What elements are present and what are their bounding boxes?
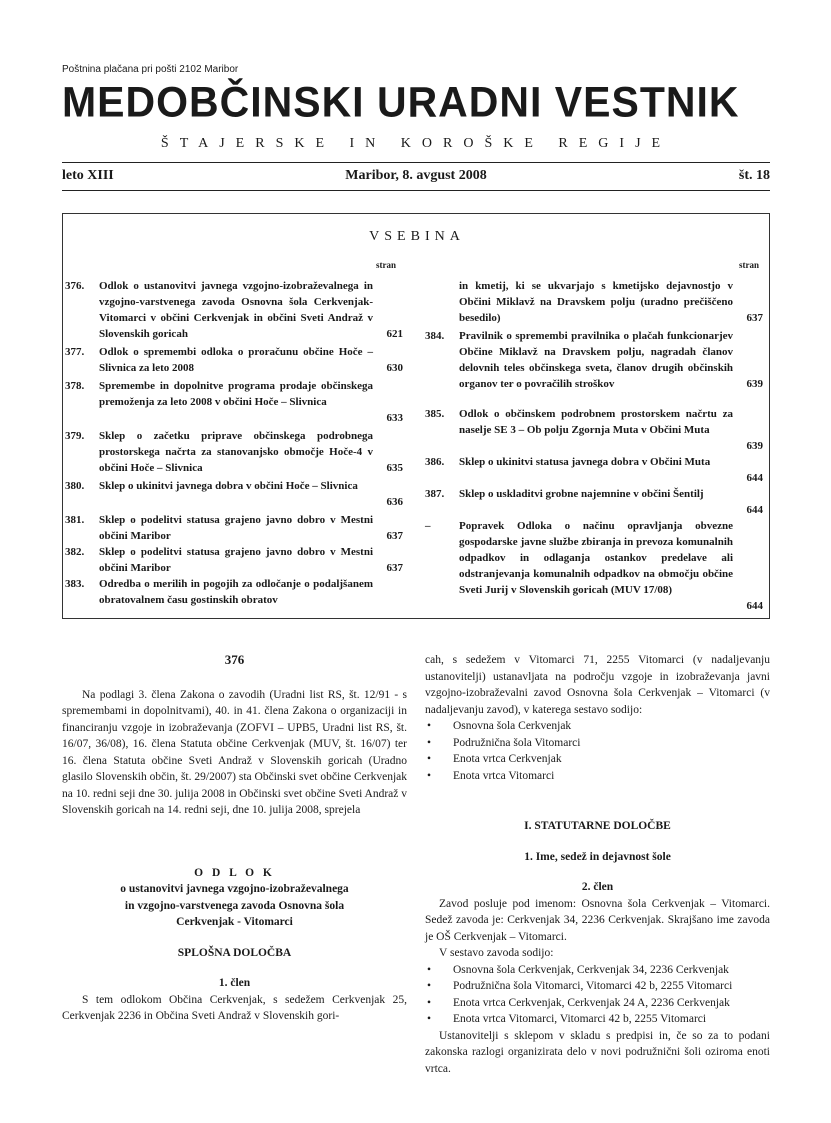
- header-rule-top: [62, 162, 770, 163]
- body-left-column: [62, 652, 407, 1025]
- toc-entry[interactable]: 382. Sklep o podelitvi statusa grajeno javno dobro v Mestni občini Maribor 637: [65, 546, 403, 574]
- list-item: • Enota vrtca Vitomarci, Vitomarci 42 b, 2255 Vitomarci: [425, 1011, 770, 1028]
- toc-entry[interactable]: 377. Odlok o spremembi odloka o proračunu občine Hoče – Slivnica za leto 2008 630: [65, 346, 403, 374]
- odlok-heading: O D L O K: [194, 866, 275, 879]
- article-intro: Na podlagi 3. člena Zakona o zavodih (Uradni list RS, št. 12/91 - s spremembami in dopolnitvami), 40. in 41. člena Zakona o organizaciji in financiranju vzgoje in izobraževanja (ZOFVI – UPB5, Uradni list RS, št. 16/07, 36/08), 16. člena Statuta občine Cerkvenjak (MUV, št. 16/07) ter 16. člena Statuta občine Sveti Andraž v Slovenskih goricah (Uradno glasilo Slovenskih občin, št. 29/2007) sta Občinski svet občine Cerkvenjak na 10. redni seji dne 30. julija 2008 in Občinski svet občine Sveti Andraž v Slovenskih goricah na 14. redni seji, dne 10. julija 2008, sprejela: [62, 688, 407, 816]
- subsection-heading: 1. Ime, sedež in dejavnost šole: [524, 850, 671, 863]
- toc-entry[interactable]: 384. Pravilnik o spremembi pravilnika o plačah funkcionarjev Občine Miklavž na Dravskem polju, nagradah članov delovnih teles občinskega sveta, članov drugih občinskih organov ter o povračilih stroškov 639: [425, 330, 763, 390]
- toc-entry[interactable]: 386. Sklep o ukinitvi statusa javnega dobra v Občini Muta 644: [425, 456, 763, 484]
- issue-number: št. 18: [738, 168, 770, 183]
- list-item: • Osnovna šola Cerkvenjak, Cerkvenjak 34, 2236 Cerkvenjak: [425, 962, 770, 979]
- list-item: • Enota vrtca Cerkvenjak, Cerkvenjak 24 A, 2236 Cerkvenjak: [425, 995, 770, 1012]
- toc-entry[interactable]: 385. Odlok o občinskem podrobnem prostorskem načrtu za naselje SE 3 – Ob polju Zgornja Muta v Občini Muta 639: [425, 408, 763, 452]
- toc-entry[interactable]: – Popravek Odloka o načinu opravljanja obvezne gospodarske javne službe zbiranja in prevoza komunalnih odpadkov in odlaganja ostankov predelave ali odstranjevanja komunalnih odpadkov na območju občine Sveti Jurij v Slovenskih goricah (MUV 17/08) 644: [425, 520, 763, 612]
- list-item: • Osnovna šola Cerkvenjak: [425, 718, 770, 735]
- list-item: • Podružnična šola Vitomarci: [425, 735, 770, 752]
- section-heading: SPLOŠNA DOLOČBA: [177, 946, 292, 959]
- odlok-title-line: Cerkvenjak - Vitomarci: [176, 916, 293, 928]
- issue-year: leto XIII: [62, 168, 114, 183]
- issue-place-date: Maribor, 8. avgust 2008: [345, 168, 487, 183]
- toc-entry[interactable]: 379. Sklep o začetku priprave občinskega podrobnega prostorskega načrta za stanovanjsko območje Hoče-4 v občini Hoče – Slivnica 635: [65, 430, 403, 474]
- postal-note: Poštnina plačana pri pošti 2102 Maribor: [62, 64, 239, 75]
- masthead-subtitle: ŠTAJERSKE IN KOROŠKE REGIJE: [160, 136, 672, 151]
- list-item: • Enota vrtca Vitomarci: [425, 768, 770, 785]
- list-item: • Podružnična šola Vitomarci, Vitomarci 42 b, 2255 Vitomarci: [425, 978, 770, 995]
- toc-entry[interactable]: in kmetij, ki se ukvarjajo s kmetijsko dejavnostjo v Občini Miklavž na Dravskem polju (uradno prečiščeno besedilo) 637: [459, 280, 763, 324]
- section-heading: I. STATUTARNE DOLOČBE: [524, 820, 671, 832]
- clen-heading: 2. člen: [581, 881, 614, 893]
- toc-entry[interactable]: 376. Odlok o ustanovitvi javnega vzgojno-izobraževalnega in vzgojno-varstvenega zavoda Osnovna šola Cerkvenjak-Vitomarci v občini Cerkvenjak in občini Sveti Andraž v Slovenskih goricah 621: [65, 280, 403, 340]
- clen-text: V sestavo zavoda sodijo:: [439, 947, 554, 959]
- toc-entry[interactable]: 383. Odredba o merilih in pogojih za odločanje o podaljšanem obratovalnem času gostinskih obratov: [65, 578, 373, 606]
- clen-text: Ustanovitelji s sklepom v skladu s predpisi in, če so za to podani zakonska razlogi organizirata delo v novi podružnični šoli oziroma enoti vrtca.: [425, 1029, 770, 1075]
- clen-text: S tem odlokom Občina Cerkvenjak, s sedežem Cerkvenjak 25, Cerkvenjak 2236 in Občina Sveti Andraž v Slovenskih gori-: [62, 993, 407, 1022]
- toc-page-label-left: stran: [376, 260, 396, 270]
- clen-text: Zavod posluje pod imenom: Osnovna šola Cerkvenjak – Vitomarci. Sedež zavoda je: Cerkvenjak 34, 2236 Cerkvenjak. Skrajšano ime zavoda je OŠ Cerkvenjak – Vitomarci.: [425, 897, 770, 943]
- odlok-title-line: o ustanovitvi javnega vzgojno-izobraževalnega: [120, 883, 349, 895]
- table-of-contents: [62, 213, 770, 619]
- toc-title: VSEBINA: [369, 229, 465, 244]
- masthead-title: MEDOBČINSKI URADNI VESTNIK: [62, 77, 740, 127]
- toc-entry[interactable]: 381. Sklep o podelitvi statusa grajeno javno dobro v Mestni občini Maribor 637: [65, 514, 403, 542]
- clen-heading: 1. člen: [218, 977, 251, 989]
- list-item: • Enota vrtca Cerkvenjak: [425, 751, 770, 768]
- odlok-title-line: in vzgojno-varstvenega zavoda Osnovna šola: [124, 899, 345, 912]
- continued-text: cah, s sedežem v Vitomarci 71, 2255 Vitomarci (v nadaljevanju ustanovitelji) ustanavljata na področju vzgoje in izobraževanja javni vzgojno-izobraževalni zavod Osnovna šola Cerkvenjak – Vitomarci (v nadaljevanju zavod), v katerega sestavo sodijo:: [425, 654, 770, 716]
- article-number: 376: [224, 652, 245, 667]
- body-right-column: [425, 652, 770, 1077]
- toc-entry[interactable]: 387. Sklep o uskladitvi grobne najemnine v občini Šentilj 644: [425, 488, 763, 516]
- toc-entry[interactable]: 378. Spremembe in dopolnitve programa prodaje občinskega premoženja za leto 2008 v občini Hoče – Slivnica 633: [65, 380, 403, 424]
- toc-entry[interactable]: 380. Sklep o ukinitvi javnega dobra v občini Hoče – Slivnica 636: [65, 480, 403, 508]
- header-rule-bottom: [62, 190, 770, 191]
- toc-page-label-right: stran: [739, 260, 759, 270]
